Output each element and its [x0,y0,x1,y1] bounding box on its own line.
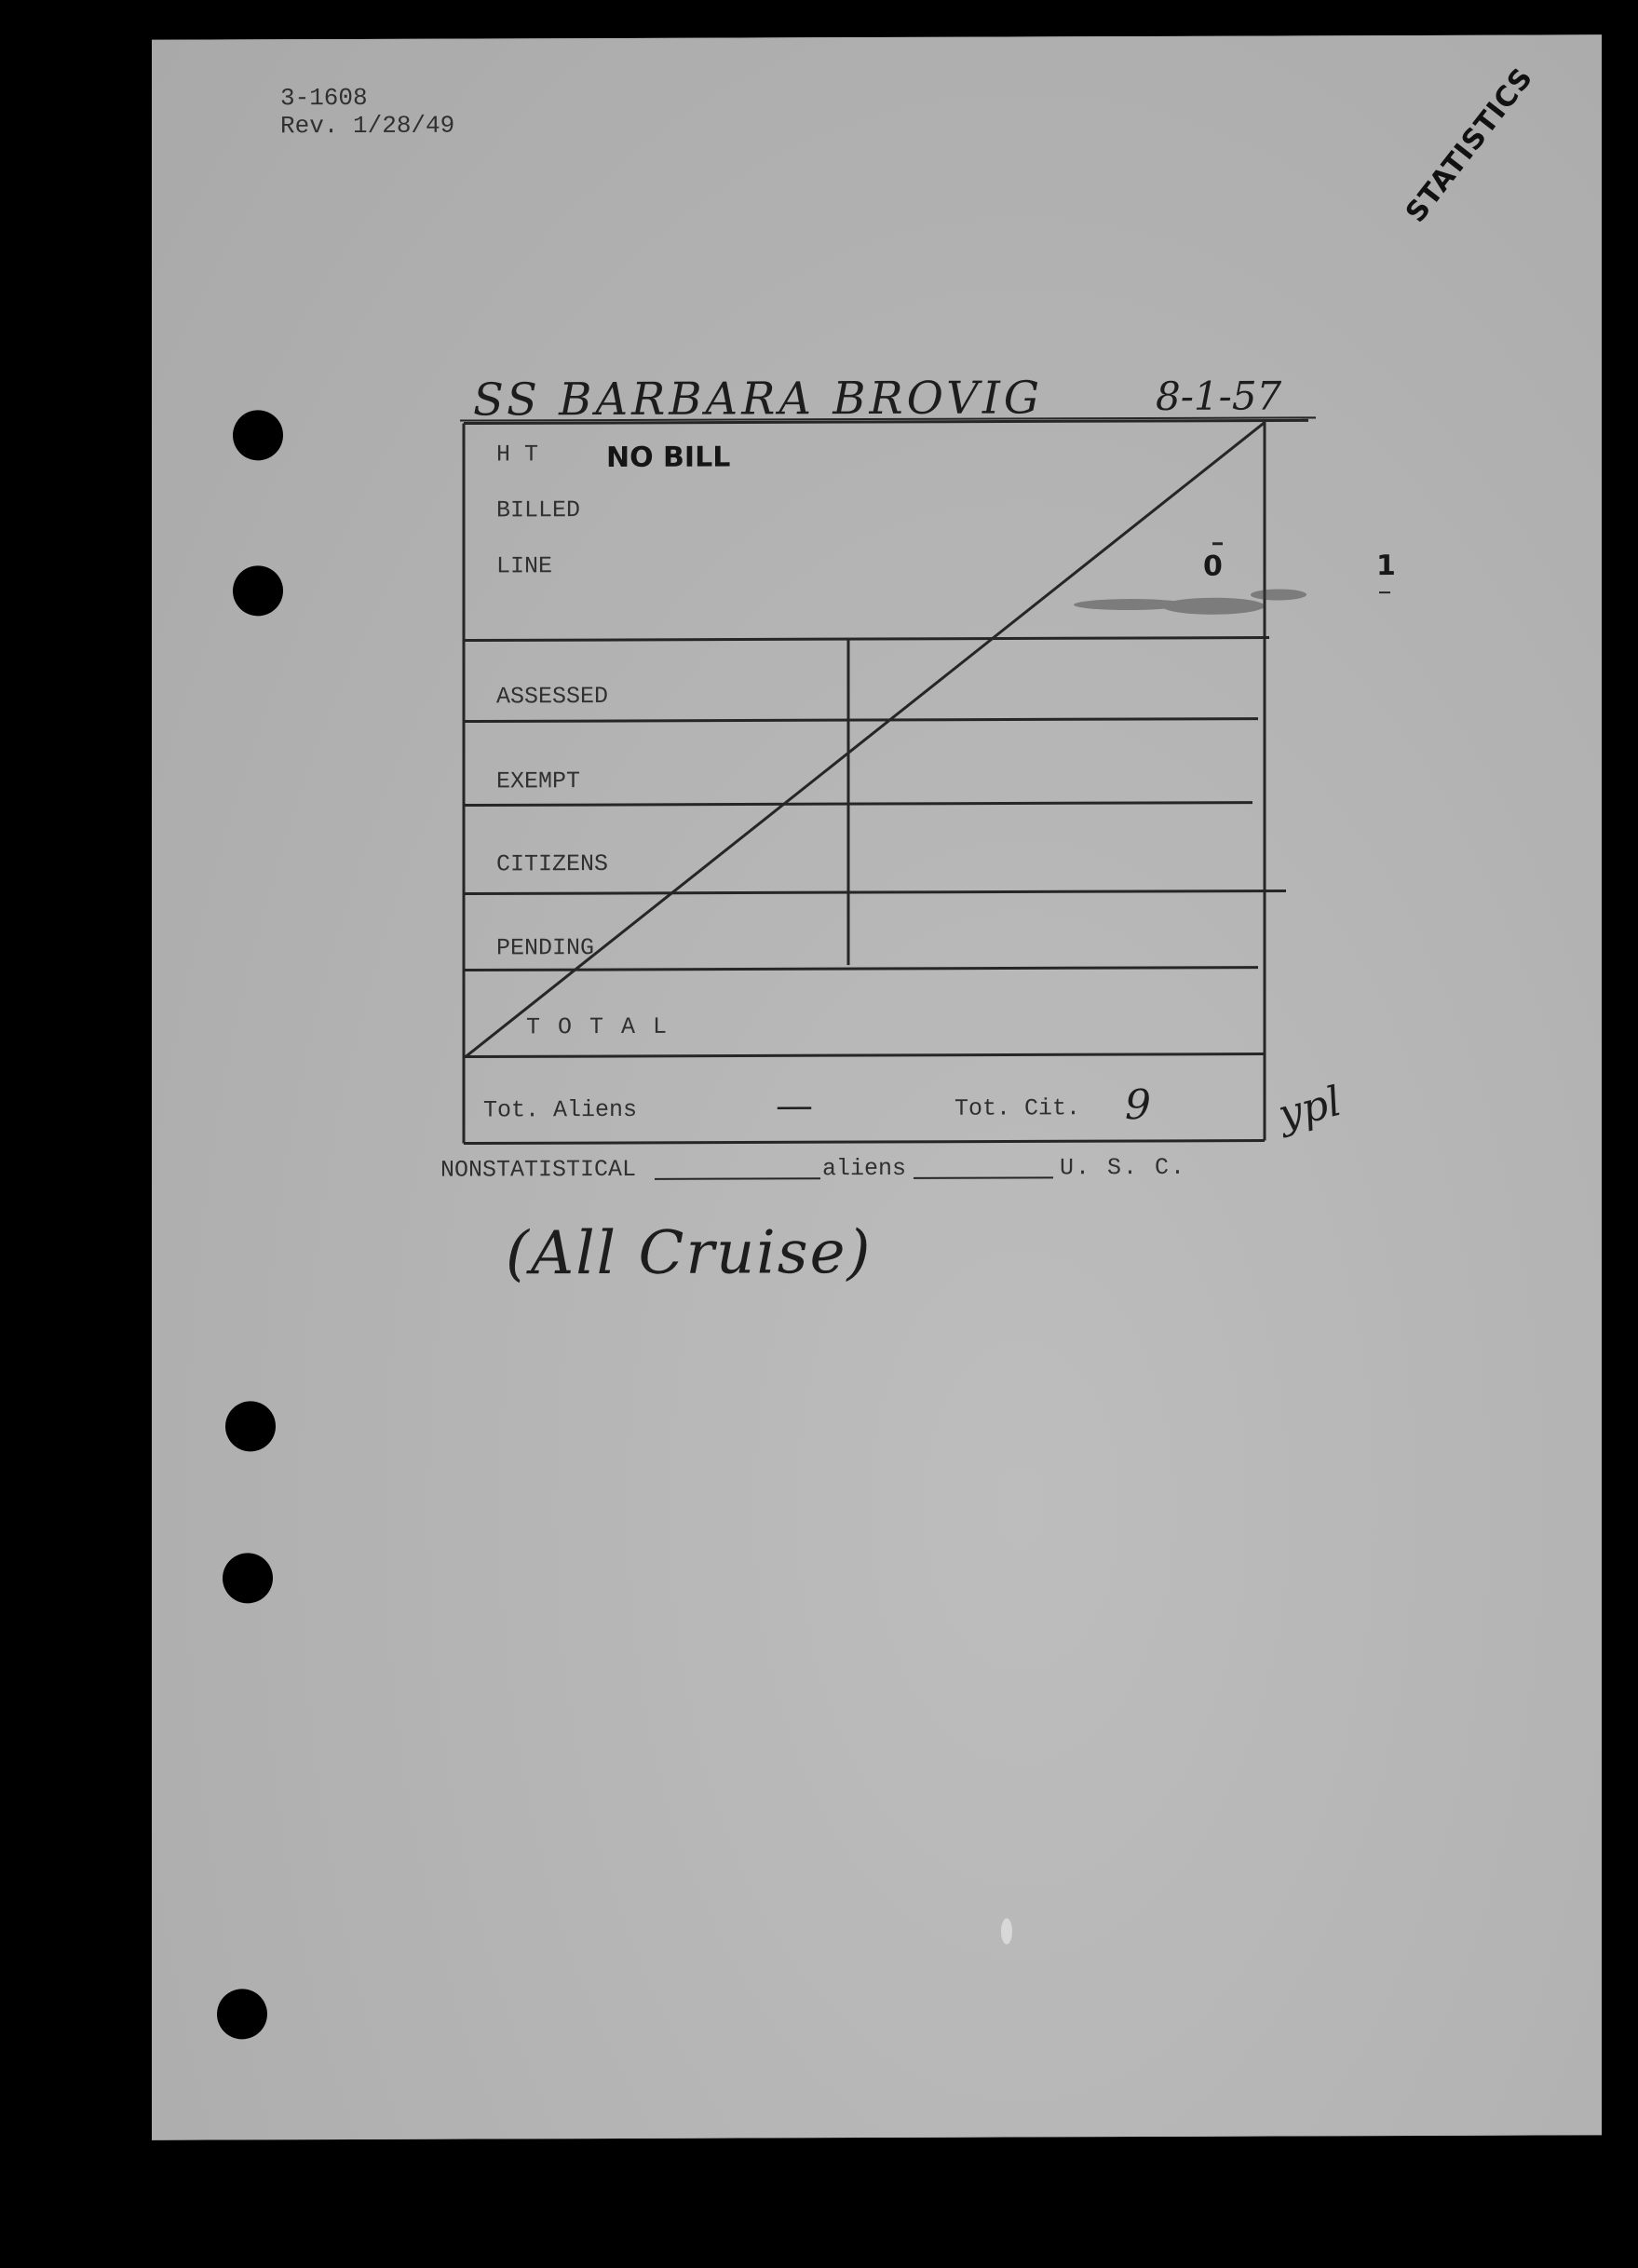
usc-label: U. S. C. [1060,1153,1187,1182]
initials: ypl [1273,1077,1347,1139]
total-citizens-value: 9 [1125,1080,1151,1130]
row-label-assessed: ASSESSED [496,683,609,711]
row-label-exempt: EXEMPT [496,767,581,795]
nonstatistical-label: NONSTATISTICAL [440,1155,637,1184]
total-citizens-label: Tot. Cit. [954,1094,1081,1122]
statistics-stamp: STATISTICS [1400,61,1540,229]
document-page [152,34,1602,2139]
form-grid [152,34,1602,2139]
line-value-one: 1 [1376,550,1396,583]
row-label-total: T O T A L [526,1012,670,1041]
total-aliens-label: Tot. Aliens [483,1095,638,1124]
handwritten-note: (All Cruise) [506,1218,873,1289]
vessel-name: SS BARBARA BROVIG [473,372,1044,427]
total-aliens-value: — [776,1084,813,1128]
no-bill-stamp: NO BILL [606,441,731,475]
row-label-citizens: CITIZENS [496,850,609,878]
row-label-pending: PENDING [496,934,595,962]
form-revision: Rev. 1/28/49 [280,111,455,141]
form-number: 3-1608 [280,83,368,113]
row-label-billed: BILLED [496,496,581,524]
row-label-line: LINE [496,552,553,580]
header-date: 8-1-57 [1156,373,1282,419]
row-label-ht: H T [496,441,539,469]
line-value-zero: 0 [1203,550,1223,583]
paper-speck [1001,1918,1012,1944]
aliens-label: aliens [822,1154,907,1183]
